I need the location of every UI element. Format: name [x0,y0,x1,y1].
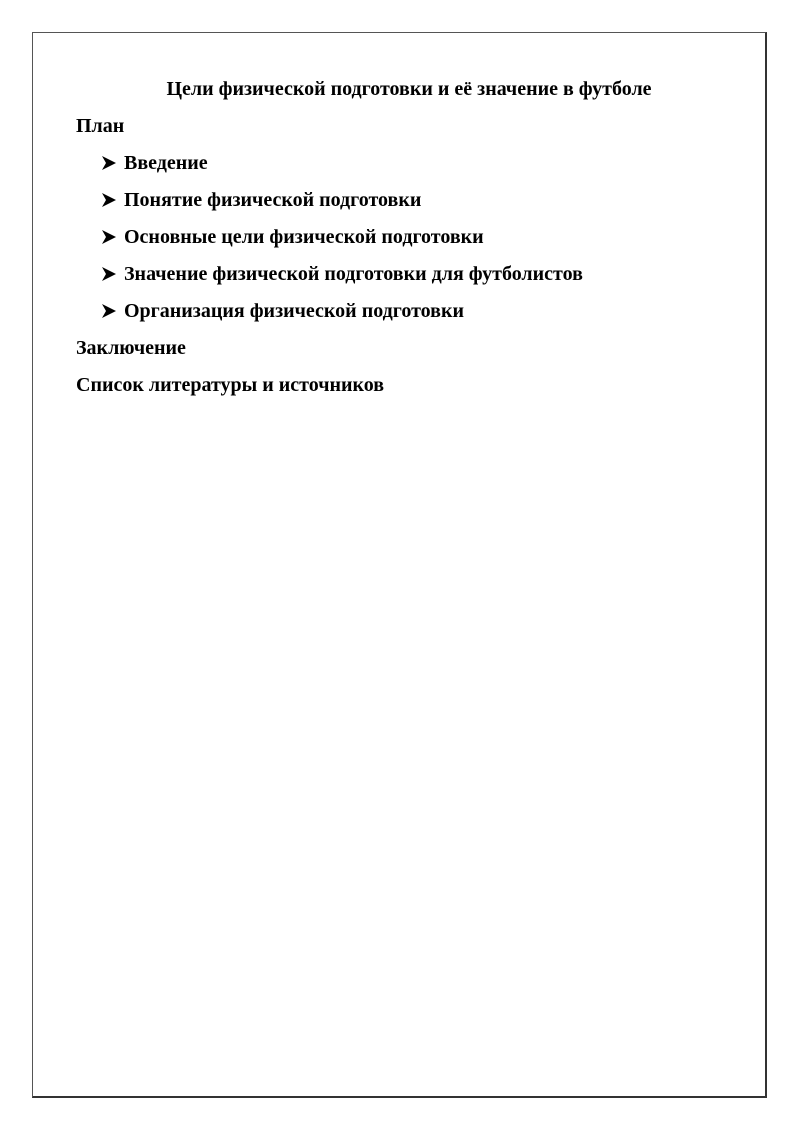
arrowhead-bullet-icon [100,225,124,249]
plan-item-label: Введение [124,152,208,174]
references-heading: Список литературы и источников [76,374,385,396]
arrowhead-bullet-icon [100,151,124,175]
arrowhead-bullet-icon [100,262,124,286]
plan-item-goals [100,225,583,262]
arrowhead-bullet-icon [100,188,124,212]
arrowhead-bullet-icon [100,299,124,323]
plan-item-label: Значение физической подготовки для футболистов [124,263,583,285]
conclusion-heading: Заключение [76,337,186,359]
plan-heading: План [76,115,125,137]
plan-list [100,151,583,336]
document-title: Цели физической подготовки и её значение в футболе [166,78,652,100]
plan-item-label: Понятие физической подготовки [124,189,422,211]
plan-item-introduction [100,151,583,188]
plan-item-label: Организация физической подготовки [124,300,464,322]
plan-item-importance [100,262,583,299]
plan-item-organization [100,299,583,336]
plan-item-concept [100,188,583,225]
plan-item-label: Основные цели физической подготовки [124,226,484,248]
